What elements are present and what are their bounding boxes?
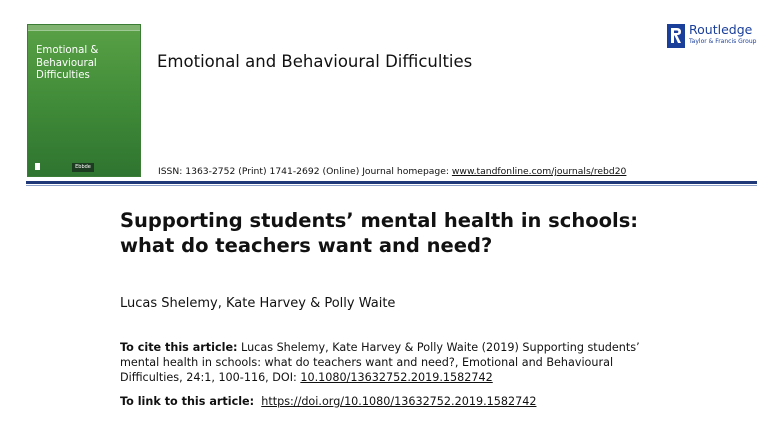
cover-top-strip <box>28 25 140 31</box>
issn-line <box>158 166 626 177</box>
article-link-line <box>120 395 536 408</box>
cover-badge: Ebbde <box>72 163 94 172</box>
publisher-name: Routledge <box>689 22 753 37</box>
article-doi-url[interactable]: https://doi.org/10.1080/13632752.2019.1582742 <box>261 395 537 408</box>
doi-link[interactable]: 10.1080/13632752.2019.1582742 <box>300 371 493 384</box>
publisher-logo[interactable] <box>666 22 766 50</box>
cite-label: To cite this article: <box>120 341 238 354</box>
article-title: Supporting students’ mental health in schools: what do teachers want and need? <box>120 209 639 257</box>
publisher-tagline: Taylor & Francis Group <box>689 38 757 45</box>
cover-publisher-logo <box>35 163 55 171</box>
journal-cover-image <box>27 24 141 177</box>
link-label: To link to this article: <box>120 395 255 408</box>
routledge-logo-icon <box>666 23 686 49</box>
journal-name: Emotional and Behavioural Difficulties <box>157 52 473 71</box>
cover-title: Emotional & Behavioural Difficulties <box>36 45 99 81</box>
citation-block <box>120 340 650 385</box>
article-authors: Lucas Shelemy, Kate Harvey & Polly Waite <box>120 296 396 311</box>
journal-homepage-link[interactable]: www.tandfonline.com/journals/rebd20 <box>451 166 627 177</box>
header-divider-thin <box>26 185 757 186</box>
header-divider <box>26 181 757 184</box>
cite-text: Lucas Shelemy, Kate Harvey & Polly Waite (2019) Supporting students’ mental health in schools: what do teachers want and need?, Emotional and Behavioural Difficulties, 24:1, 100-116, DOI: <box>120 341 640 384</box>
issn-text: ISSN: 1363-2752 (Print) 1741-2692 (Online) Journal homepage: <box>158 166 452 177</box>
